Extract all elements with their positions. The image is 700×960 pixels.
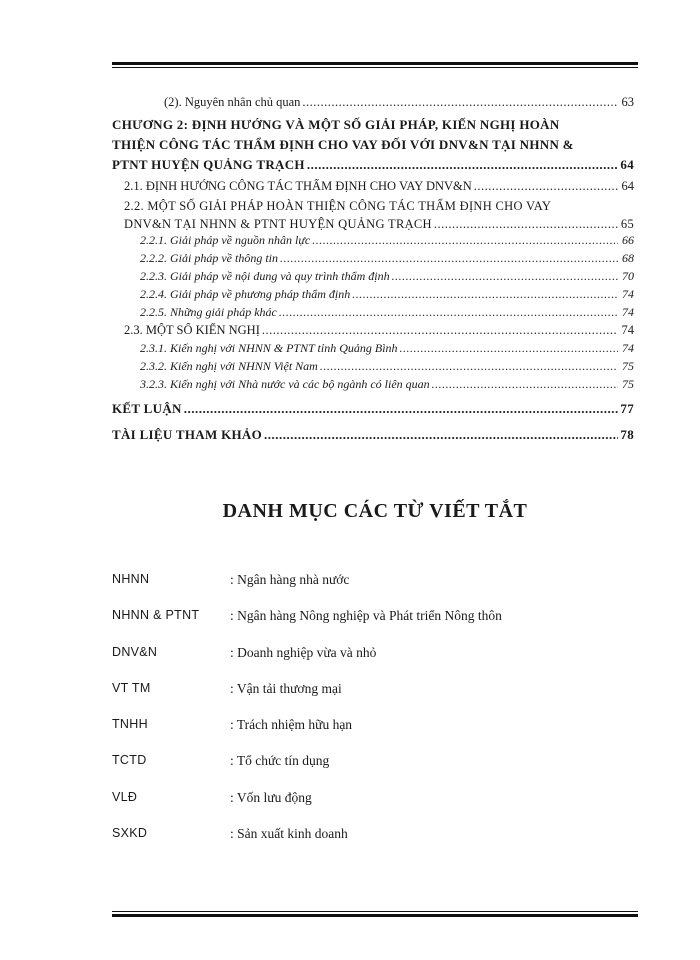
toc-leader bbox=[400, 341, 618, 356]
toc-label: 2.2.1. Giải pháp về nguồn nhân lực bbox=[140, 233, 311, 247]
toc-page: 74 bbox=[622, 305, 634, 319]
toc-leader bbox=[264, 427, 618, 443]
abbreviation-meaning: : Vận tải thương mại bbox=[230, 680, 342, 696]
list-item bbox=[112, 717, 638, 753]
toc-leader bbox=[392, 269, 618, 284]
toc-entry-2-3[interactable] bbox=[112, 323, 638, 341]
toc-page: 68 bbox=[622, 251, 634, 265]
toc-entry-2-2-5[interactable] bbox=[112, 305, 638, 323]
toc-page: 75 bbox=[622, 377, 634, 391]
abbreviation: VT TM bbox=[112, 680, 151, 695]
list-item bbox=[112, 608, 638, 644]
toc-label: DNV&N TẠI NHNN & PTNT HUYỆN QUẢNG TRẠCH bbox=[124, 217, 432, 231]
toc-entry-2-1[interactable] bbox=[112, 179, 638, 197]
toc-leader bbox=[432, 377, 618, 392]
toc-label: 2.2.3. Giải pháp về nội dung và quy trình thẩm định bbox=[140, 269, 390, 283]
abbreviation: NHNN & PTNT bbox=[112, 608, 200, 623]
toc-page: 74 bbox=[621, 323, 634, 337]
toc-entry-references[interactable] bbox=[112, 427, 638, 453]
toc-label: PTNT HUYỆN QUẢNG TRẠCH bbox=[112, 157, 305, 172]
abbreviation: NHNN bbox=[112, 572, 150, 586]
toc-leader bbox=[302, 95, 618, 110]
toc-leader bbox=[184, 401, 618, 417]
abbreviations-title: DANH MỤC CÁC TỪ VIẾT TẮT bbox=[222, 500, 528, 522]
toc-page: 70 bbox=[622, 269, 634, 283]
toc-label: THIỆN CÔNG TÁC THẨM ĐỊNH CHO VAY ĐỐI VỚI DNV&N TẠI NHNN & bbox=[112, 137, 574, 152]
toc-page: 75 bbox=[622, 359, 634, 373]
toc-leader bbox=[474, 179, 618, 194]
toc-leader bbox=[262, 323, 618, 338]
top-rule bbox=[112, 62, 638, 68]
toc-label: TÀI LIỆU THAM KHẢO bbox=[112, 427, 262, 442]
abbreviation: SXKD bbox=[112, 826, 148, 841]
toc-entry-2-2-3[interactable] bbox=[112, 269, 638, 287]
toc-page: 65 bbox=[620, 217, 634, 231]
bottom-rule bbox=[112, 911, 638, 917]
toc-entry-2-2-4[interactable] bbox=[112, 287, 638, 305]
list-item bbox=[112, 790, 638, 826]
toc-page: 77 bbox=[620, 401, 634, 416]
abbreviation-meaning: : Vốn lưu động bbox=[230, 789, 312, 805]
toc-page: 63 bbox=[621, 95, 634, 109]
toc-leader bbox=[434, 215, 618, 233]
abbreviations-list bbox=[112, 572, 638, 862]
abbreviation: VLĐ bbox=[112, 789, 138, 804]
abbreviation-meaning: : Tổ chức tín dụng bbox=[230, 753, 330, 769]
toc-page: 64 bbox=[620, 157, 634, 172]
toc-leader bbox=[280, 251, 618, 266]
abbreviation-meaning: : Doanh nghiệp vừa và nhỏ bbox=[230, 644, 377, 660]
toc-leader bbox=[312, 233, 618, 248]
list-item bbox=[112, 681, 638, 717]
toc-entry-2-2-1[interactable] bbox=[112, 233, 638, 251]
toc-label: 2.1. ĐỊNH HƯỚNG CÔNG TÁC THẨM ĐỊNH CHO VAY DNV&N bbox=[124, 179, 472, 193]
abbreviation-meaning: : Ngân hàng nhà nước bbox=[230, 572, 350, 587]
list-item bbox=[112, 645, 638, 681]
toc-label: 2.2.4. Giải pháp về phương pháp thẩm định bbox=[140, 287, 351, 301]
toc-entry-3-2-3[interactable] bbox=[112, 377, 638, 395]
list-item bbox=[112, 826, 638, 862]
toc-label: 2.3.2. Kiến nghị với NHNN Việt Nam bbox=[140, 359, 318, 373]
abbreviation-meaning: : Sản xuất kinh doanh bbox=[230, 826, 348, 842]
toc-label: CHƯƠNG 2: ĐỊNH HƯỚNG VÀ MỘT SỐ GIẢI PHÁP, KIẾN NGHỊ HOÀN bbox=[112, 117, 560, 132]
toc-label: KẾT LUẬN bbox=[112, 401, 182, 416]
toc-leader bbox=[307, 155, 618, 175]
toc-entry-2-3-1[interactable] bbox=[112, 341, 638, 359]
toc-entry-sub-cause[interactable] bbox=[112, 95, 638, 115]
toc-leader bbox=[279, 305, 618, 320]
abbreviation-meaning: : Trách nhiệm hữu hạn bbox=[230, 717, 353, 733]
toc-page: 64 bbox=[621, 179, 634, 193]
toc-leader bbox=[352, 287, 618, 302]
toc-leader bbox=[320, 359, 618, 374]
toc-label: 2.2.2. Giải pháp về thông tin bbox=[140, 251, 278, 265]
toc-page: 78 bbox=[620, 427, 634, 442]
toc-label: 2.2.5. Những giải pháp khác bbox=[140, 305, 277, 319]
toc-label: (2). Nguyên nhân chủ quan bbox=[164, 95, 301, 109]
abbreviation: DNV&N bbox=[112, 644, 158, 659]
toc-entry-2-3-2[interactable] bbox=[112, 359, 638, 377]
toc-label: 2.3.1. Kiến nghị với NHNN & PTNT tỉnh Quảng Bình bbox=[140, 341, 398, 355]
toc-label: 2.2. MỘT SỐ GIẢI PHÁP HOÀN THIỆN CÔNG TÁC THẨM ĐỊNH CHO VAY bbox=[124, 199, 552, 213]
abbreviation-meaning: : Ngân hàng Nông nghiệp và Phát triển Nông thôn bbox=[230, 608, 502, 624]
toc-label: 2.3. MỘT SỐ KIẾN NGHỊ bbox=[124, 323, 260, 337]
abbreviation: TCTD bbox=[112, 753, 147, 768]
abbreviation: TNHH bbox=[112, 717, 148, 732]
list-item bbox=[112, 572, 638, 608]
toc-entry-chapter-2[interactable] bbox=[112, 115, 638, 179]
toc-label: 3.2.3. Kiến nghị với Nhà nước và các bộ ngành có liên quan bbox=[140, 377, 430, 391]
toc-entry-2-2[interactable] bbox=[112, 197, 638, 233]
toc-page: 66 bbox=[622, 233, 634, 247]
toc-page: 74 bbox=[622, 341, 634, 355]
list-item bbox=[112, 753, 638, 789]
toc-entry-2-2-2[interactable] bbox=[112, 251, 638, 269]
table-of-contents bbox=[112, 95, 638, 453]
toc-entry-conclusion[interactable] bbox=[112, 401, 638, 427]
toc-page: 74 bbox=[622, 287, 634, 301]
